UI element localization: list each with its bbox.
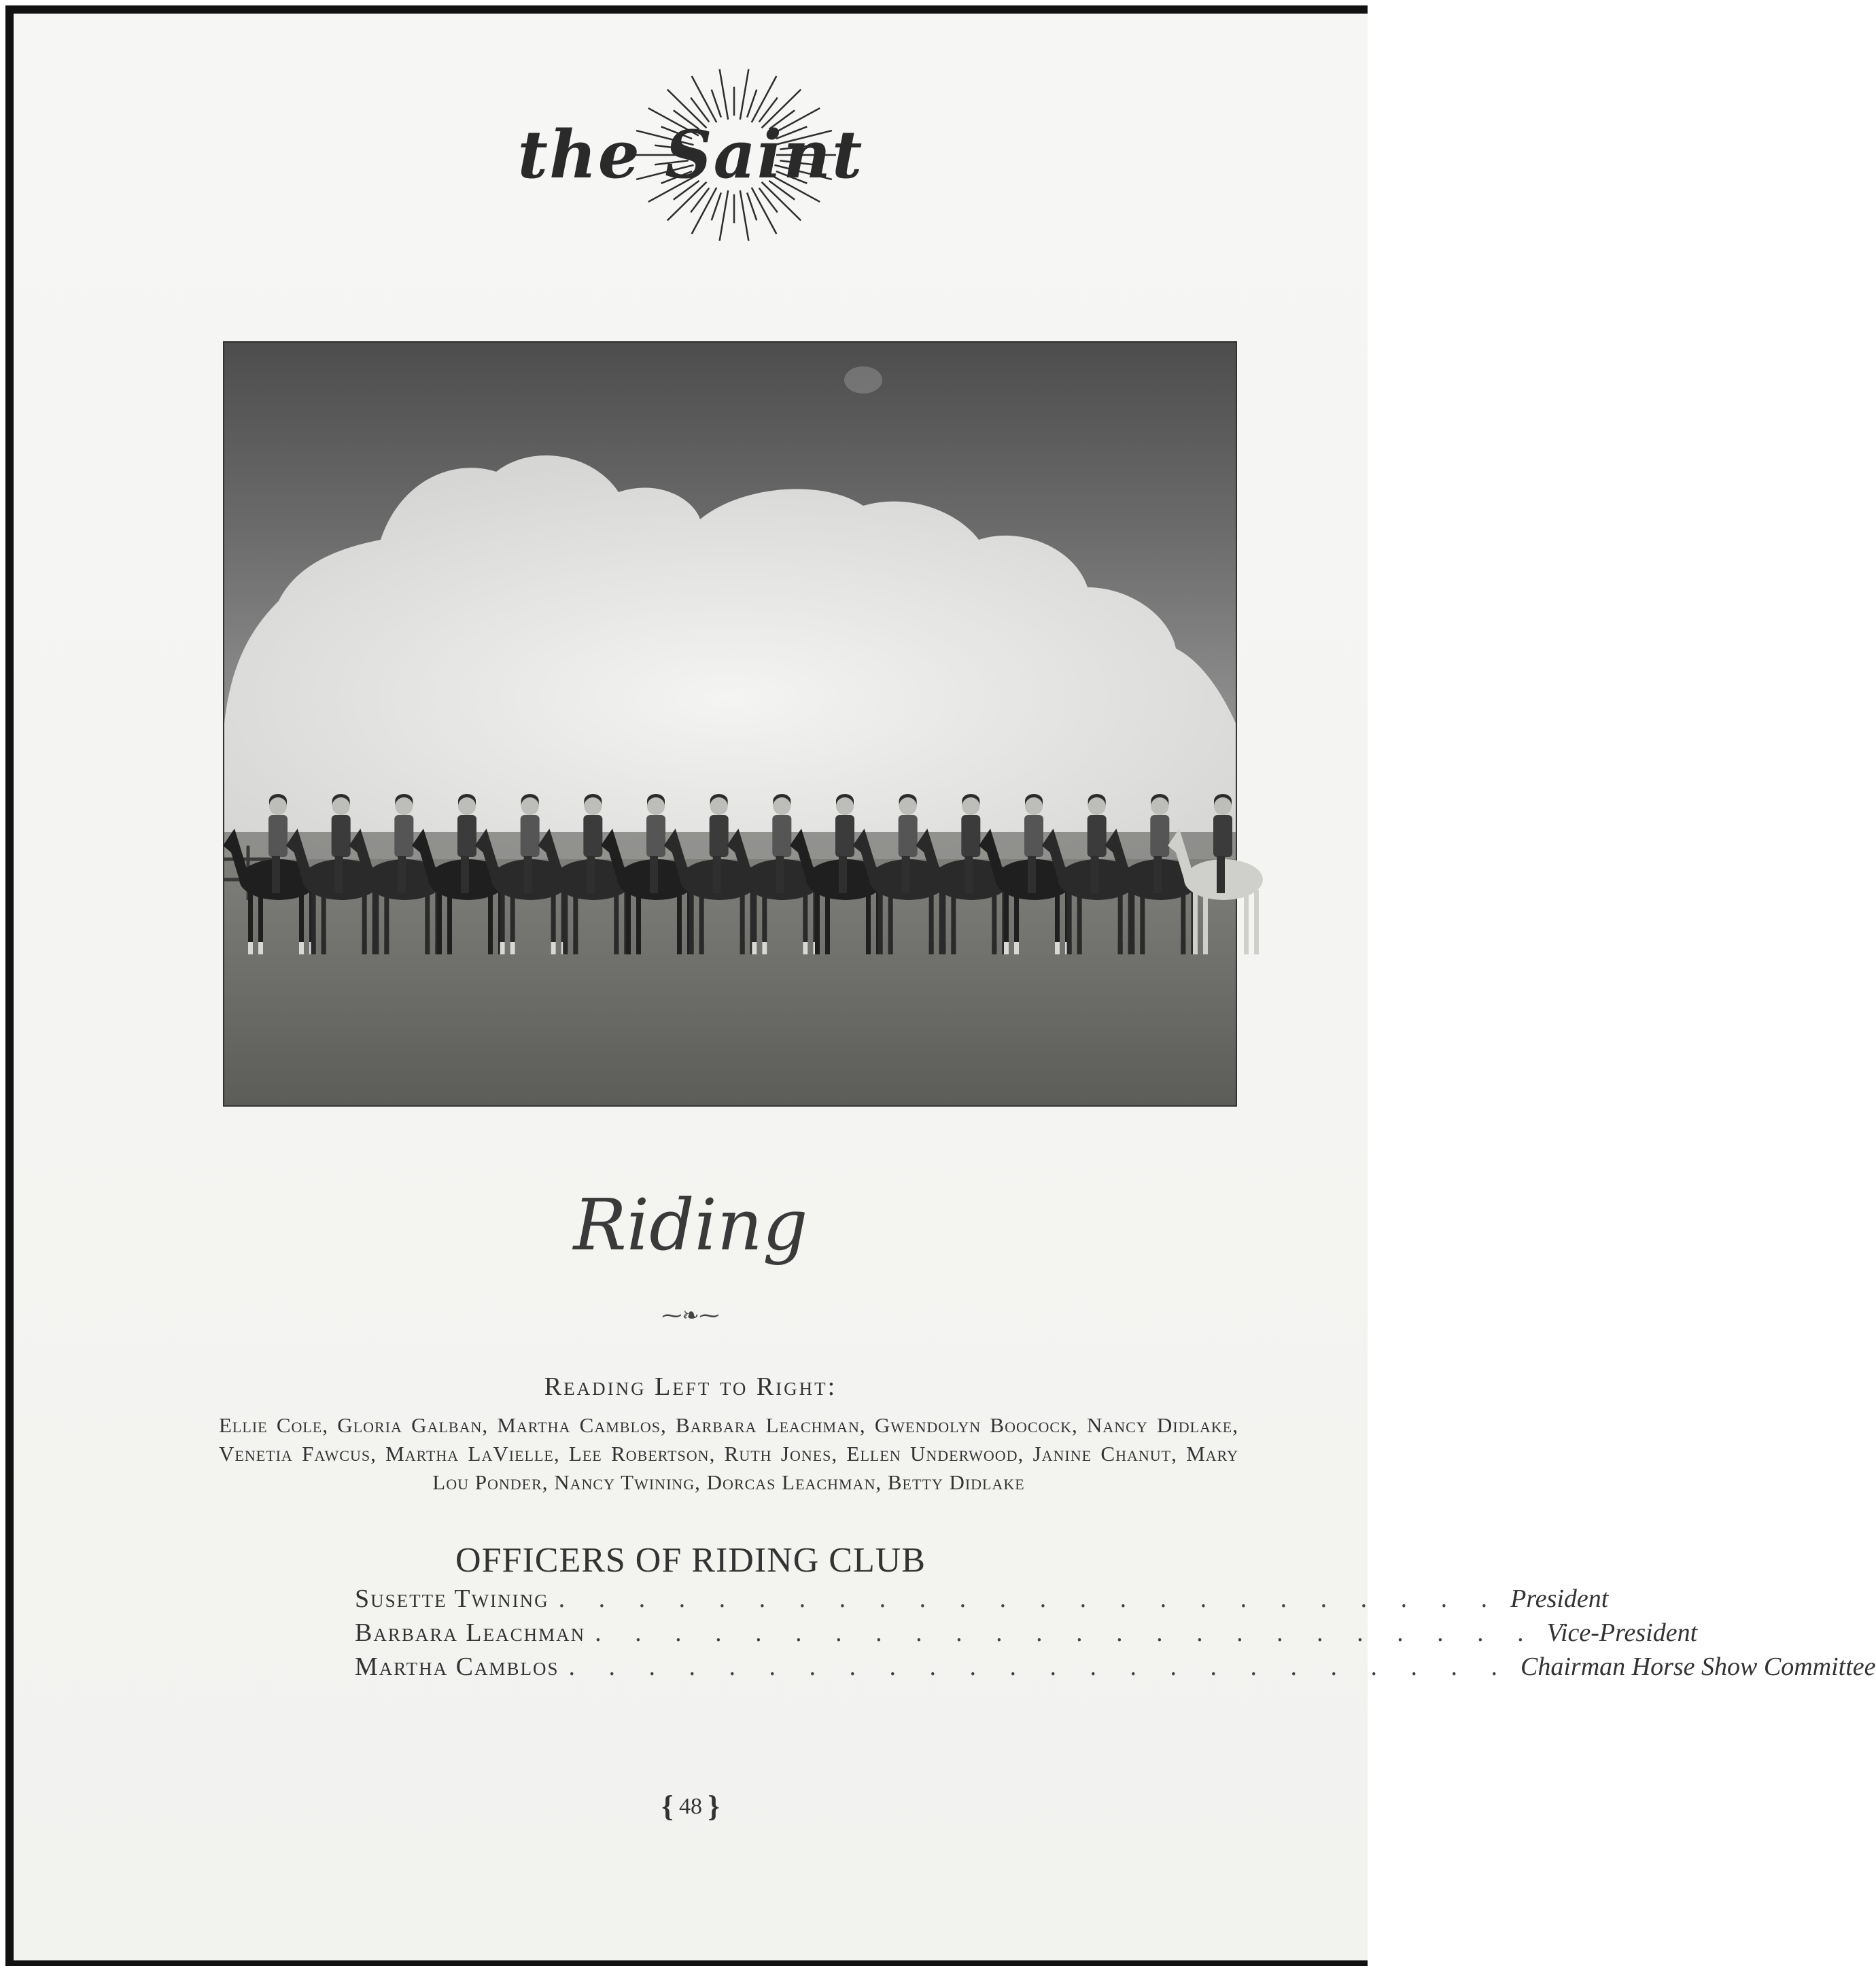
officer-name: Barbara Leachman bbox=[355, 1618, 586, 1647]
officer-row bbox=[355, 1652, 1876, 1686]
section-title: Riding bbox=[573, 1183, 808, 1266]
sunburst-ray bbox=[740, 69, 749, 120]
sunburst-ray bbox=[747, 192, 757, 220]
leader-dots: . . . . . . . . . . . . . . . . . . . . . . . . bbox=[595, 1618, 1538, 1647]
leader-dots: . . . . . . . . . . . . . . . . . . . . . . . . bbox=[568, 1652, 1512, 1681]
sunburst-ray bbox=[740, 190, 749, 241]
flourish-ornament: ⁓❧⁓ bbox=[661, 1304, 720, 1327]
officer-title: Chairman Horse Show Committee bbox=[1521, 1652, 1876, 1681]
folio-close-brace: } bbox=[708, 1790, 720, 1823]
sunburst-ray bbox=[720, 190, 729, 241]
sunburst-ray bbox=[712, 192, 721, 220]
officer-title: President bbox=[1510, 1585, 1609, 1613]
officer-name: Martha Camblos bbox=[355, 1652, 559, 1681]
sunburst-ray bbox=[747, 90, 757, 118]
officer-title: Vice-President bbox=[1546, 1618, 1698, 1647]
sunburst-ray bbox=[720, 69, 729, 120]
sunburst-ray bbox=[712, 90, 721, 118]
page-number-value: 48 bbox=[679, 1794, 702, 1819]
caption-heading: Reading Left to Right: bbox=[544, 1372, 837, 1401]
officer-row bbox=[355, 1618, 1698, 1652]
riders-photograph bbox=[223, 341, 1237, 1107]
officers-heading: OFFICERS OF RIDING CLUB bbox=[455, 1541, 926, 1580]
page-number bbox=[0, 1789, 1381, 1824]
masthead-title: the Saint bbox=[517, 116, 864, 193]
rider-names: Ellie Cole, Gloria Galban, Martha Camblos, Barbara Leachman, Gwendolyn Boocock, Nancy Didlake, Venetia Fawcus, Martha LaVielle, Lee Robertson, Ruth Jones, Ellen Underwood, Janine Chanut, Mary Lou Ponder, Nancy Twining, Dorcas Leachman, Betty Didlake bbox=[219, 1413, 1238, 1494]
leader-dots: . . . . . . . . . . . . . . . . . . . . . . . . bbox=[558, 1585, 1501, 1613]
officer-name: Susette Twining bbox=[355, 1585, 549, 1613]
folio-open-brace: { bbox=[661, 1790, 674, 1823]
officer-row bbox=[355, 1584, 1609, 1618]
masthead bbox=[0, 41, 1381, 258]
